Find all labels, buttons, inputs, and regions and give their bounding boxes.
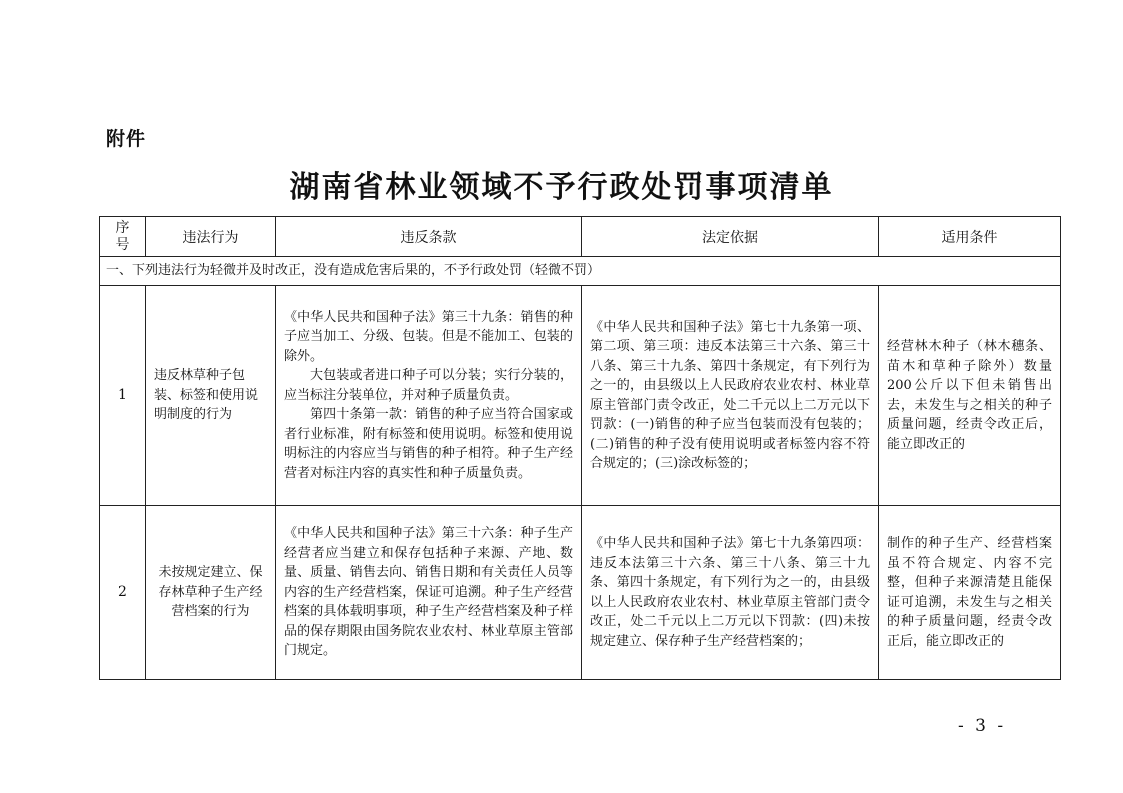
clause-paragraph: 第四十条第一款：销售的种子应当符合国家或者行业标准，附有标签和使用说明。标签和使用说明标注的内容应当与销售的种子相符。种子生产经营者对标注内容的真实性和种子质量负责。	[284, 407, 573, 481]
section-row	[100, 257, 1061, 286]
row-act: 违反林草种子包装、标签和使用说明制度的行为	[146, 286, 276, 506]
header-act: 违法行为	[146, 217, 276, 257]
row-clause	[276, 286, 582, 506]
header-seq: 序号	[100, 217, 146, 257]
table-header-row	[100, 217, 1061, 257]
row-clause	[276, 506, 582, 680]
clause-paragraph: 大包装或者进口种子可以分装；实行分装的，应当标注分装单位，并对种子质量负责。	[284, 368, 573, 403]
header-cond: 适用条件	[879, 217, 1061, 257]
clause-paragraph: 《中华人民共和国种子法》第三十九条：销售的种子应当加工、分级、包装。但是不能加工、包装的除外。	[284, 309, 573, 364]
table-row	[100, 506, 1061, 680]
header-clause: 违反条款	[276, 217, 582, 257]
penalty-exemption-table	[99, 216, 1061, 680]
row-condition: 经营林木种子（林木穗条、苗木和草种子除外）数量200公斤以下但未销售出去，未发生与之相关的种子质量问题，经责令改正后，能立即改正的	[879, 286, 1061, 506]
row-number: 1	[100, 286, 146, 506]
row-basis: 《中华人民共和国种子法》第七十九条第一项、第二项、第三项：违反本法第三十六条、第三十八条、第三十九条、第四十条规定，有下列行为之一的，由县级以上人民政府农业农村、林业草原主管部门责令改正，处二千元以上二万元以下罚款：(一)销售的种子应当包装而没有包装的；(二)销售的种子没有使用说明或者标签内容不符合规定的；(三)涂改标签的；	[582, 286, 879, 506]
row-condition: 制作的种子生产、经营档案虽不符合规定、内容不完整，但种子来源清楚且能保证可追溯，未发生与之相关的种子质量问题，经责令改正后，能立即改正的	[879, 506, 1061, 680]
header-basis: 法定依据	[582, 217, 879, 257]
row-act: 未按规定建立、保存林草种子生产经营档案的行为	[146, 506, 276, 680]
clause-paragraph: 《中华人民共和国种子法》第三十六条：种子生产经营者应当建立和保存包括种子来源、产地、数量、质量、销售去向、销售日期和有关责任人员等内容的生产经营档案，保证可追溯。种子生产经营档案的具体载明事项，种子生产经营档案及种子样品的保存期限由国务院农业农村、林业草原主管部门规定。	[284, 526, 573, 659]
page-number: - 3 -	[958, 716, 1007, 736]
row-basis: 《中华人民共和国种子法》第七十九条第四项：违反本法第三十六条、第三十八条、第三十九条、第四十条规定，有下列行为之一的，由县级以上人民政府农业农村、林业草原主管部门责令改正，处二千元以上二万元以下罚款：(四)未按规定建立、保存种子生产经营档案的；	[582, 506, 879, 680]
document-title: 湖南省林业领域不予行政处罚事项清单	[289, 170, 834, 205]
attachment-label: 附件	[106, 128, 147, 150]
row-number: 2	[100, 506, 146, 680]
section-title: 一、下列违法行为轻微并及时改正，没有造成危害后果的，不予行政处罚（轻微不罚）	[100, 257, 1061, 286]
table-row	[100, 286, 1061, 506]
